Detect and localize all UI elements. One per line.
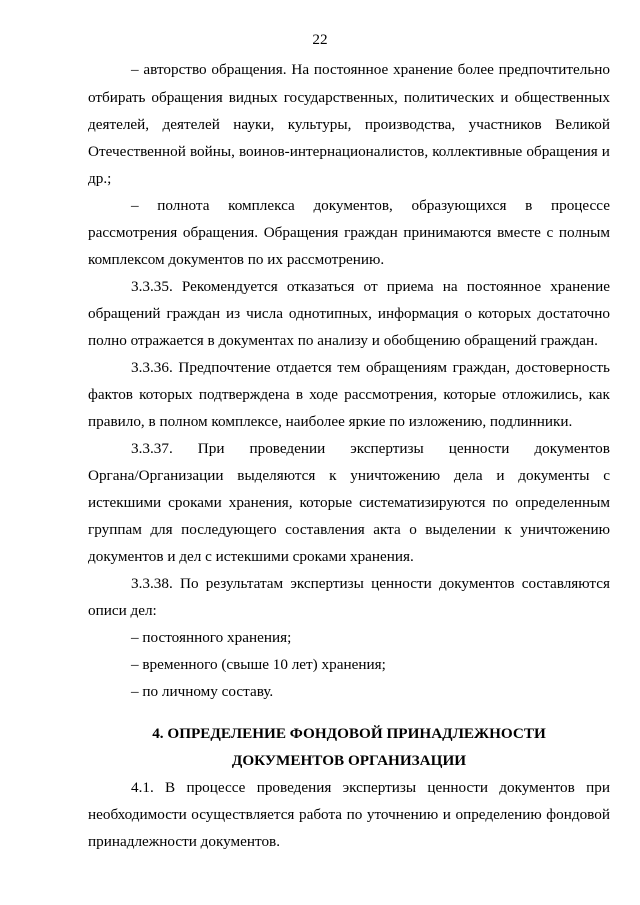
text-line: деятелей, деятелей науки, культуры, производства, участников Великой <box>88 116 610 133</box>
text-line: обращений граждан из числа однотипных, информация о которых достаточно <box>88 305 610 322</box>
text-line: – авторство обращения. На постоянное хранение более предпочтительно <box>131 61 610 78</box>
page-number: 22 <box>312 31 328 48</box>
text-line: принадлежности документов. <box>88 833 281 850</box>
list-item: – по личному составу. <box>131 683 274 700</box>
text-line: 3.3.37. При проведении экспертизы ценности документов <box>131 440 610 457</box>
text-line: необходимости осуществляется работа по уточнению и определению фондовой <box>88 806 610 823</box>
list-item: – постоянного хранения; <box>131 629 292 646</box>
text-line: истекшими сроками хранения, которые систематизируются по определенным <box>88 494 610 511</box>
text-line: группам для последующего составления акта о выделении к уничтожению <box>88 521 610 538</box>
text-line: 3.3.35. Рекомендуется отказаться от приема на постоянное хранение <box>131 278 610 295</box>
text-line: фактов которых подтверждена в ходе рассмотрения, которые отложились, как <box>88 386 610 403</box>
text-line: 4.1. В процессе проведения экспертизы ценности документов при <box>131 779 610 796</box>
list-item: – временного (свыше 10 лет) хранения; <box>131 656 386 673</box>
section-heading-line-2: ДОКУМЕНТОВ ОРГАНИЗАЦИИ <box>231 752 467 769</box>
text-line: 3.3.38. По результатам экспертизы ценности документов составляются <box>131 575 610 592</box>
text-line: рассмотрения обращения. Обращения граждан принимаются вместе с полным <box>88 224 610 241</box>
text-line: правило, в полном комплексе, наиболее яркие по изложению, подлинники. <box>88 413 573 430</box>
text-line: 3.3.36. Предпочтение отдается тем обращениям граждан, достоверность <box>131 359 610 376</box>
text-line: др.; <box>88 170 112 187</box>
text-line: комплексом документов по их рассмотрению. <box>88 251 385 268</box>
text-line: описи дел: <box>88 602 157 619</box>
text-line: Органа/Организации выделяются к уничтожению дела и документы с <box>88 467 610 484</box>
section-heading-line-1: 4. ОПРЕДЕЛЕНИЕ ФОНДОВОЙ ПРИНАДЛЕЖНОСТИ <box>152 725 546 742</box>
text-line: Отечественной войны, воинов-интернационалистов, коллективные обращения и <box>88 143 610 160</box>
text-line: отбирать обращения видных государственных, политических и общественных <box>88 89 610 106</box>
text-line: документов и дел с истекшими сроками хранения. <box>88 548 414 565</box>
text-line: – полнота комплекса документов, образующихся в процессе <box>131 197 610 214</box>
text-line: полно отражается в документах по анализу и обобщению обращений граждан. <box>88 332 598 349</box>
